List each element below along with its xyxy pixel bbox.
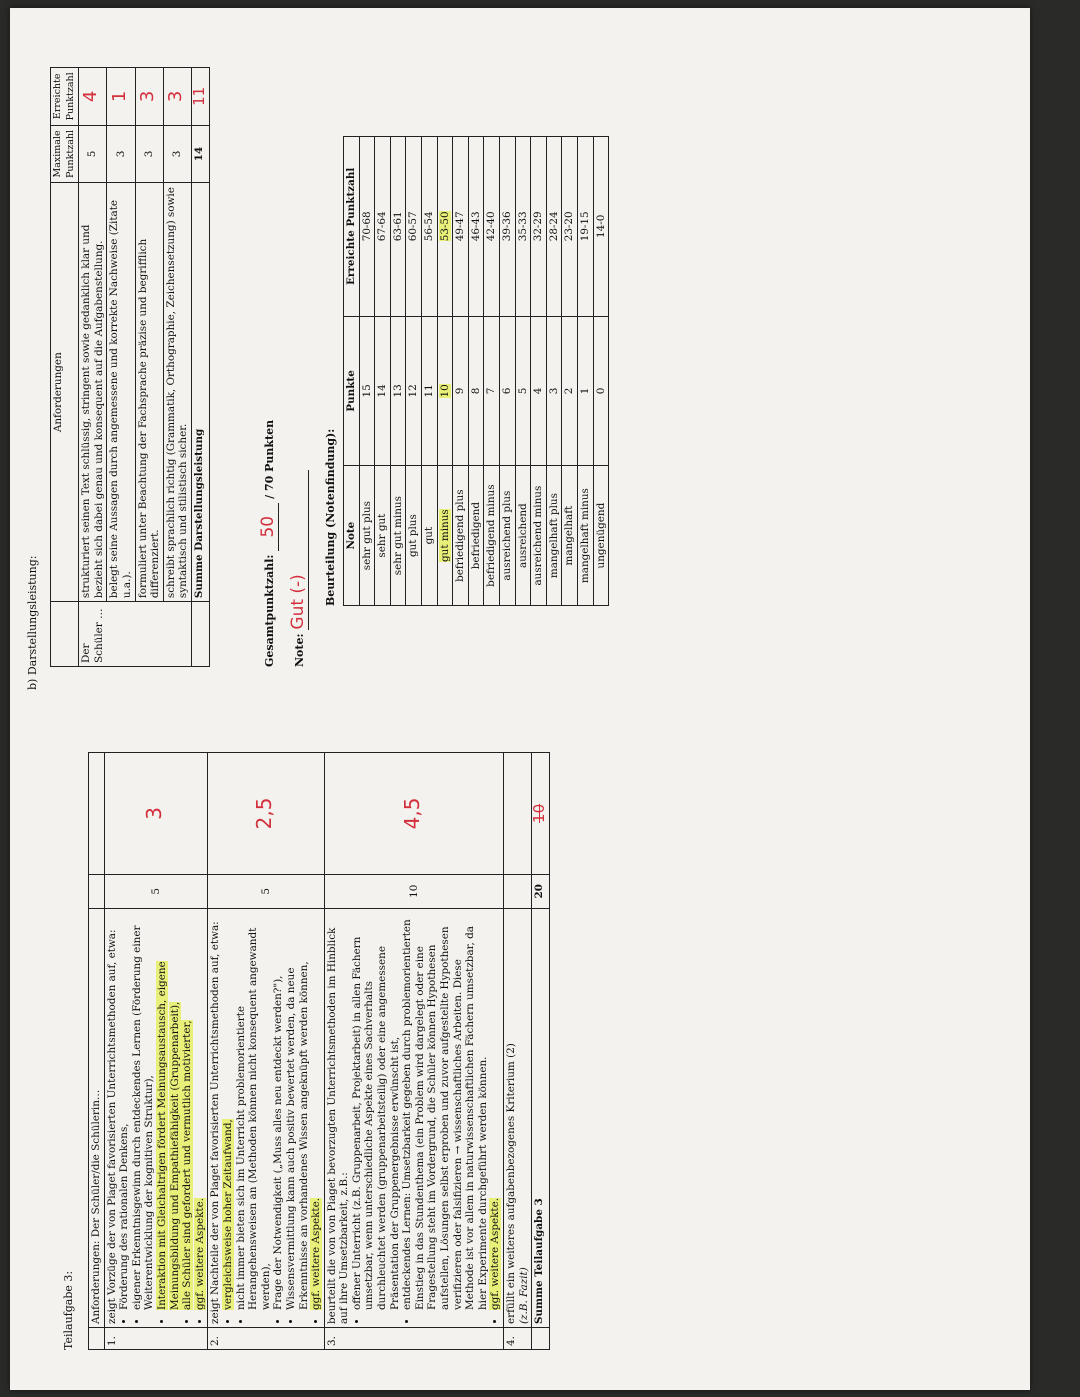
sum-row xyxy=(532,753,550,1350)
grade-punkte: 6 xyxy=(500,387,513,395)
grade-cell-range xyxy=(421,137,437,317)
bullet-text: Frage der Notwendigkeit („Muss alles neu entdeckt werden?"), xyxy=(272,975,285,1311)
criterion-intro: beurteilt die von von Piaget bevorzugten Unterrichtsmethoden im Hinblick auf ihre Umsetzbarkeit, z.B.: xyxy=(325,927,351,1325)
darstellung-row xyxy=(107,68,135,667)
criterion-bullet xyxy=(131,912,156,1310)
grade-punkte: 2 xyxy=(563,387,576,395)
grade-cell-note xyxy=(499,466,515,606)
col-erreichte: Erreichte Punktzahl xyxy=(344,137,360,317)
grade-row xyxy=(421,137,437,606)
gesamtpunktzahl-label: Gesamtpunktzahl: xyxy=(263,554,276,667)
grade-row xyxy=(437,137,453,606)
grade-cell-note xyxy=(546,466,562,606)
notenfindung-header-row xyxy=(344,137,360,606)
grade-cell-punkte xyxy=(421,316,437,466)
grade-cell-punkte xyxy=(406,316,422,466)
darstellung-row xyxy=(135,68,163,667)
grade-cell-note xyxy=(375,466,391,606)
grade-cell-note xyxy=(562,466,578,606)
grade-punkte: 4 xyxy=(532,387,545,395)
criterion-intro: erfüllt ein weiteres aufgabenbezogenes Kriterium (2) xyxy=(505,1043,517,1325)
criterion-score-handwritten: 3 xyxy=(141,807,166,820)
criterion-bullet xyxy=(118,912,131,1310)
grade-cell-punkte xyxy=(515,316,531,466)
darstellung-row xyxy=(79,68,107,667)
grade-cell-punkte xyxy=(499,316,515,466)
gesamtpunktzahl-handwritten: 50 xyxy=(258,515,278,538)
criterion-intro: zeigt Nachteile der von Piaget favorisierten Unterrichtsmethoden auf, etwa: xyxy=(209,921,222,1325)
col-erreichte-punktzahl: Erreichte Punktzahl xyxy=(51,68,79,126)
criterion-max-points: 10 xyxy=(324,874,503,908)
grade-punkte: 7 xyxy=(485,387,498,395)
bullet-text: ggf. weitere Aspekte. xyxy=(310,1197,323,1311)
criterion-bullet xyxy=(489,912,502,1310)
grade-note: sehr gut minus xyxy=(391,496,404,576)
grade-note: befriedigend xyxy=(469,502,482,570)
grade-cell-note xyxy=(577,466,593,606)
grade-cell-range xyxy=(359,137,375,317)
criterion-text xyxy=(104,908,208,1327)
grade-punkte: 15 xyxy=(360,384,373,398)
teilaufgabe-3-section xyxy=(10,700,1030,1350)
criterion-number: 1. xyxy=(104,1328,208,1350)
grade-note: ungenügend xyxy=(594,502,607,569)
grade-range: 56-54 xyxy=(422,211,435,242)
grade-punkte: 14 xyxy=(376,384,389,398)
darstellung-max: 3 xyxy=(107,125,135,183)
gesamtpunktzahl-line xyxy=(258,420,279,667)
grade-cell-punkte xyxy=(468,316,484,466)
grade-punkte: 10 xyxy=(438,384,451,398)
grade-cell-punkte xyxy=(531,316,547,466)
darstellung-row xyxy=(163,68,191,667)
grade-cell-punkte xyxy=(593,316,609,466)
criterion-score-handwritten: 4,5 xyxy=(399,797,424,830)
criterion-text xyxy=(504,908,532,1327)
darstellung-requirement: schreibt sprachlich richtig (Grammatik, Orthographie, Zeichensetzung) sowie syntaktisch und stilistisch sicher. xyxy=(163,183,191,602)
grade-cell-range xyxy=(562,137,578,317)
grade-row xyxy=(390,137,406,606)
criterion-bullet xyxy=(310,912,323,1310)
grade-row xyxy=(453,137,469,606)
grade-cell-punkte xyxy=(562,316,578,466)
grade-note: befriedigend plus xyxy=(454,489,467,582)
grade-row xyxy=(531,137,547,606)
darstellung-max: 3 xyxy=(163,125,191,183)
criterion-bullet xyxy=(222,912,235,1310)
grade-cell-punkte xyxy=(453,316,469,466)
grade-punkte: 13 xyxy=(391,384,404,398)
criterion-bullet xyxy=(351,912,401,1310)
criterion-score-cell xyxy=(208,753,324,875)
sum-max: 20 xyxy=(532,874,550,908)
criterion-score-handwritten: 2,5 xyxy=(251,797,276,830)
grade-cell-range xyxy=(499,137,515,317)
grade-row xyxy=(562,137,578,606)
darstellung-score-handwritten: 3 xyxy=(165,90,187,103)
darstellung-requirement: strukturiert seinen Text schlüssig, stringent sowie gedanklich klar und bezieht sich dabei genau und konsequent auf die Aufgabenstellung. xyxy=(79,183,107,602)
grade-cell-note xyxy=(515,466,531,606)
grade-cell-range xyxy=(484,137,500,317)
teilaufgabe-3-heading: Teilaufgabe 3: xyxy=(62,1270,75,1350)
header-cell: Anforderungen: Der Schüler/die Schülerin… xyxy=(89,908,105,1327)
grade-punkte: 5 xyxy=(516,387,529,395)
grade-range: 60-57 xyxy=(407,211,420,242)
grade-cell-range xyxy=(453,137,469,317)
grade-range: 28-24 xyxy=(547,211,560,242)
darstellungsleistung-section xyxy=(10,30,1030,690)
darstellungsleistung-heading: b) Darstellungsleistung: xyxy=(26,555,39,690)
criterion-bullet xyxy=(181,912,194,1310)
grade-cell-note xyxy=(468,466,484,606)
grade-range: 70-68 xyxy=(360,211,373,242)
grade-cell-range xyxy=(390,137,406,317)
grade-cell-note xyxy=(421,466,437,606)
grade-note: ausreichend plus xyxy=(500,490,513,581)
bullet-text: Förderung des rationalen Denkens, xyxy=(118,1123,131,1311)
scanned-page xyxy=(10,8,1030,1390)
grade-range: 14-0 xyxy=(594,214,607,238)
grade-range: 42-40 xyxy=(485,211,498,242)
darstellung-sum-row xyxy=(191,68,209,667)
criterion-bullet xyxy=(235,912,273,1310)
darstellung-table xyxy=(50,67,210,667)
grade-note: gut plus xyxy=(407,514,420,558)
darstellung-header-row xyxy=(51,68,79,667)
grade-cell-note xyxy=(437,466,453,606)
grade-cell-punkte xyxy=(484,316,500,466)
darstellung-sum-handwritten: 11 xyxy=(189,86,208,106)
grade-range: 35-33 xyxy=(516,211,529,242)
criterion-bullet xyxy=(272,912,285,1310)
criterion-number: 3. xyxy=(324,1328,503,1350)
darstellung-requirement: belegt seine Aussagen durch angemessene und korrekte Nachweise (Zitate u.a.). xyxy=(107,183,135,602)
criterion-intro: zeigt Vorzüge der von Piaget favorisierten Unterrichtsmethoden auf, etwa: xyxy=(105,929,118,1325)
note-label: Note: xyxy=(293,633,306,667)
grade-range: 19-15 xyxy=(578,211,591,242)
note-handwritten: Gut (-) xyxy=(288,574,308,630)
grade-range: 67-64 xyxy=(376,211,389,242)
bullet-text: vergleichsweise hoher Zeitaufwand, xyxy=(221,1119,234,1311)
col-maximale-punktzahl: Maximale Punktzahl xyxy=(51,125,79,183)
grade-punkte: 8 xyxy=(469,387,482,395)
criterion-bullets xyxy=(118,912,206,1324)
sum-label: Summe Teilaufgabe 3 xyxy=(532,908,550,1327)
grade-cell-range xyxy=(531,137,547,317)
note-line xyxy=(288,470,309,667)
grade-cell-note xyxy=(453,466,469,606)
grade-range: 32-29 xyxy=(532,211,545,242)
grade-row xyxy=(593,137,609,606)
grade-range: 23-20 xyxy=(563,211,576,242)
grade-note: befriedigend minus xyxy=(485,484,498,587)
grade-cell-punkte xyxy=(546,316,562,466)
grade-note: gut minus xyxy=(438,509,451,562)
criterion-bullets xyxy=(222,912,323,1324)
grade-cell-range xyxy=(515,137,531,317)
grade-note: mangelhaft xyxy=(563,505,576,566)
col-anforderungen: Anforderungen xyxy=(51,183,79,602)
grade-note: sehr gut plus xyxy=(360,500,373,571)
grade-row xyxy=(499,137,515,606)
grade-note: ausreichend xyxy=(516,503,529,568)
criterion-row xyxy=(104,753,208,1350)
bullet-text: alle Schüler sind gefordert und vermutlich motivierter, xyxy=(181,1020,194,1311)
grade-range: 49-47 xyxy=(454,211,467,242)
col-note: Note xyxy=(344,466,360,606)
grade-cell-punkte xyxy=(390,316,406,466)
grade-note: mangelhaft plus xyxy=(547,493,560,579)
criterion-row xyxy=(504,753,532,1350)
criterion-score-cell xyxy=(504,753,532,875)
criterion-row xyxy=(208,753,324,1350)
grade-cell-punkte xyxy=(375,316,391,466)
grade-cell-range xyxy=(406,137,422,317)
darstellung-sum-label: Summe Darstellungsleistung xyxy=(191,183,209,602)
darstellung-score-cell xyxy=(135,68,163,126)
grade-cell-note xyxy=(406,466,422,606)
grade-punkte: 3 xyxy=(547,387,560,395)
darstellung-score-handwritten: 3 xyxy=(136,90,158,103)
criterion-max-points: 5 xyxy=(208,874,324,908)
criterion-text xyxy=(324,908,503,1327)
grade-row xyxy=(468,137,484,606)
table-header-row xyxy=(89,753,105,1350)
sum-score-handwritten: 10 xyxy=(530,803,549,823)
grade-range: 53-50 xyxy=(438,211,451,242)
criterion-bullets xyxy=(351,912,502,1324)
subject-cell: Der Schüler … xyxy=(79,602,192,667)
grade-row xyxy=(577,137,593,606)
criterion-max-points: 5 xyxy=(104,874,208,908)
darstellung-max: 3 xyxy=(135,125,163,183)
bullet-text: Wissensvermittlung kann auch positiv bewertet werden, da neue Erkenntnisse an vorhandenes Wissen angeknüpft werden können, xyxy=(284,961,310,1311)
bullet-text: nicht immer bieten sich im Unterricht problemorientierte Herangehensweisen an (Methoden können nicht konsequent angewandt werden), xyxy=(234,927,272,1311)
grade-range: 39-36 xyxy=(500,211,513,242)
criterion-bullet xyxy=(194,912,207,1310)
darstellung-max: 5 xyxy=(79,125,107,183)
bullet-text: ggf. weitere Aspekte. xyxy=(193,1197,206,1311)
rotated-page-content xyxy=(10,8,1030,1390)
darstellung-requirement: formuliert unter Beachtung der Fachsprache präzise und begrifflich differenziert. xyxy=(135,183,163,602)
grade-cell-range xyxy=(577,137,593,317)
grade-rows xyxy=(359,137,609,606)
grade-row xyxy=(359,137,375,606)
notenfindung-table xyxy=(343,136,609,606)
darstellung-score-cell xyxy=(163,68,191,126)
grade-cell-range xyxy=(468,137,484,317)
grade-punkte: 1 xyxy=(578,387,591,395)
grade-punkte: 12 xyxy=(407,384,420,398)
criterion-bullet xyxy=(285,912,310,1310)
darstellung-score-handwritten: 4 xyxy=(80,90,102,103)
bullet-text: entdeckendes Lernen: Umsetzbarkeit gegeben durch problemorientierten Einstieg in das Stundenthema (ein Problem wird dargelegt oder eine Fragestellung steht im Vordergrund, die Schüler können Hypothesen aufstellen, Lösungen selbst erproben und zuvor aufgestellte Hypothesen verifizieren oder falsifizieren → wissenschaftliches Arbeiten. Diese Methode ist vor allem in naturwissenschaftlichen Fächern umsetzbar, da hier Experimente durchgeführt werden können. xyxy=(401,919,489,1311)
criterion-text xyxy=(208,908,324,1327)
darstellung-rows xyxy=(79,68,192,667)
grade-punkte: 0 xyxy=(594,387,607,395)
grade-cell-punkte xyxy=(437,316,453,466)
darstellung-score-cell xyxy=(79,68,107,126)
grade-note: ausreichend minus xyxy=(532,485,545,586)
criterion-score-cell xyxy=(104,753,208,875)
grade-punkte: 9 xyxy=(454,387,467,395)
grade-note: mangelhaft minus xyxy=(578,488,591,584)
grade-cell-note xyxy=(390,466,406,606)
grade-range: 46-43 xyxy=(469,211,482,242)
criterion-score-cell xyxy=(324,753,503,875)
criterion-bullet xyxy=(401,912,489,1310)
grade-range: 63-61 xyxy=(391,211,404,242)
grade-cell-range xyxy=(375,137,391,317)
grade-cell-note xyxy=(531,466,547,606)
criterion-max-points xyxy=(504,874,532,908)
teilaufgabe-3-table xyxy=(88,752,550,1350)
grade-row xyxy=(515,137,531,606)
grade-cell-punkte xyxy=(359,316,375,466)
criterion-number: 2. xyxy=(208,1328,324,1350)
grade-cell-range xyxy=(546,137,562,317)
criterion-sub: (z.B. Fazit) xyxy=(517,1267,530,1325)
grade-cell-note xyxy=(593,466,609,606)
bullet-text: ggf. weitere Aspekte. xyxy=(489,1197,502,1311)
beurteilung-heading: Beurteilung (Notenfindung): xyxy=(324,428,337,606)
grade-punkte: 11 xyxy=(422,384,435,398)
darstellung-score-handwritten: 1 xyxy=(108,90,130,103)
grade-row xyxy=(484,137,500,606)
grade-row xyxy=(546,137,562,606)
criteria-rows xyxy=(104,753,532,1350)
grade-cell-punkte xyxy=(577,316,593,466)
grade-row xyxy=(406,137,422,606)
grade-note: gut xyxy=(422,526,435,545)
darstellung-score-cell xyxy=(107,68,135,126)
criterion-number: 4. xyxy=(504,1328,532,1350)
criterion-bullet xyxy=(156,912,181,1310)
grade-cell-note xyxy=(359,466,375,606)
col-punkte: Punkte xyxy=(344,316,360,466)
bullet-text: offener Unterricht (z.B. Gruppenarbeit, Projektarbeit) in allen Fächern umsetzbar, wenn unterschiedliche Aspekte eines Sachverhalts durchleuchtet werden (gruppenarbeitsteilig) oder eine angemessene Präsentation der Gruppenergebnisse erwünscht ist, xyxy=(350,936,401,1311)
grade-cell-note xyxy=(484,466,500,606)
grade-cell-range xyxy=(437,137,453,317)
grade-cell-range xyxy=(593,137,609,317)
grade-note: sehr gut xyxy=(376,513,389,558)
bullet-text: Interaktion mit Gleichaltrigen fördert Meinungsaustausch, eigene Meinungsbildung und Empathiefähigkeit (Gruppenarbeit), xyxy=(155,961,181,1311)
bullet-text: eigener Erkenntnisgewinn durch entdeckendes Lernen (Förderung einer Weiterentwicklung der kognitiven Struktur), xyxy=(130,925,156,1311)
gesamtpunktzahl-suffix: / 70 Punkten xyxy=(263,419,276,499)
darstellung-sum-max: 14 xyxy=(191,125,209,183)
grade-row xyxy=(375,137,391,606)
criterion-row xyxy=(324,753,503,1350)
